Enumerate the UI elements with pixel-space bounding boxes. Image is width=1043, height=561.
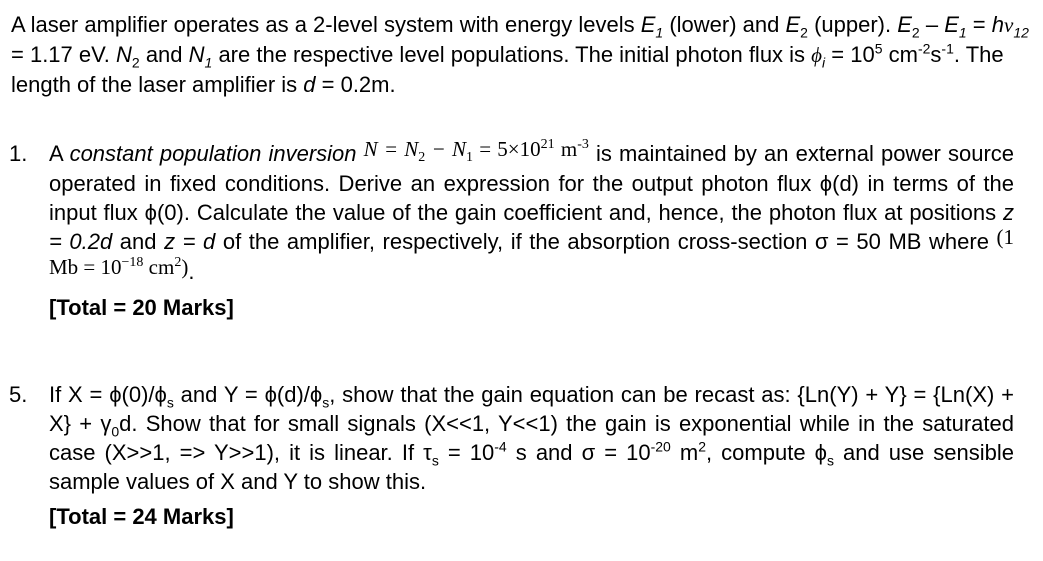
exponent: -20 xyxy=(650,438,671,455)
e2-subscript: 2 xyxy=(800,24,808,41)
intro-text: A laser amplifier operates as a 2-level system with energy levels xyxy=(11,12,641,37)
subscript: s xyxy=(166,394,174,411)
emphasis-text: constant population inversion xyxy=(69,141,357,166)
question-text: d. Show that for small signals (X<<1, Y<<1) the gain is exponential while in the saturated case (X>>1, => Y>>1), it is linear. If τ xyxy=(49,411,1014,465)
intro-text: s xyxy=(930,42,942,67)
e2-symbol: E xyxy=(785,12,801,37)
formula-rhs: = 5×10 xyxy=(472,137,541,161)
e2-symbol: E xyxy=(897,12,912,37)
question-text: s and σ = 10 xyxy=(506,440,651,465)
question-5 xyxy=(9,380,1019,531)
phi-symbol: ϕ xyxy=(811,43,823,67)
intro-text: – xyxy=(919,12,945,37)
position-z2: z = d xyxy=(164,229,216,254)
intro-text: = 0.2m. xyxy=(315,72,396,97)
planck-symbol: h xyxy=(991,12,1004,37)
question-text: , compute ϕ xyxy=(706,440,827,465)
nu-symbol: ν xyxy=(1004,13,1014,37)
question-text: of the amplifier, respectively, if the absorption cross-section σ = 50 MB where xyxy=(215,229,997,254)
formula-subscript: 2 xyxy=(418,150,426,166)
question-text: If X = ϕ(0)/ϕ xyxy=(49,382,167,407)
intro-text: = 1.17 eV. xyxy=(11,42,117,67)
e1-symbol: E xyxy=(944,12,959,37)
question-text: = 10 xyxy=(438,440,495,465)
exponent: 5 xyxy=(874,40,883,57)
formula-exponent: -3 xyxy=(577,137,589,152)
mb-text: (1 Mb = 10 xyxy=(49,225,1015,279)
question-body xyxy=(49,380,1014,496)
mb-unit: cm xyxy=(143,255,175,279)
intro-text: . The length of the laser amplifier is xyxy=(11,42,1004,97)
exponent: -2 xyxy=(917,40,931,57)
question-number: 1. xyxy=(9,141,28,166)
e1-subscript: 1 xyxy=(655,24,664,41)
question-text: m xyxy=(670,440,699,465)
n2-subscript: 2 xyxy=(131,54,140,71)
e1-subscript: 1 xyxy=(958,24,967,41)
formula-mid: − N xyxy=(425,137,466,161)
total-marks: [Total = 20 Marks] xyxy=(49,295,234,320)
exponent: 2 xyxy=(698,438,707,455)
mb-close: ) xyxy=(181,255,189,279)
intro-text: = xyxy=(966,12,992,37)
question-text: , show that the gain equation can be recast as: {Ln(Y) + Y} = {Ln(X) + X} + γ xyxy=(49,382,1014,436)
subscript: s xyxy=(431,452,439,469)
question-text: and use sensible sample values of X and Y to show this. xyxy=(49,440,1015,494)
inversion-formula xyxy=(363,137,589,166)
e1-symbol: E xyxy=(640,12,656,37)
formula-lhs: N = N xyxy=(363,137,419,161)
formula-unit: m xyxy=(554,137,578,161)
length-symbol: d xyxy=(303,72,316,97)
question-text: A xyxy=(49,141,70,166)
intro-text: (upper). xyxy=(807,12,898,37)
phi-subscript: i xyxy=(822,54,826,71)
position-z1: z = 0.2d xyxy=(49,200,1014,254)
mb-exponent: 2 xyxy=(174,255,182,270)
subscript: 0 xyxy=(111,423,120,440)
question-text: and xyxy=(112,229,165,254)
e2-subscript: 2 xyxy=(911,24,920,41)
question-number: 5. xyxy=(9,382,28,407)
nu-subscript: 12 xyxy=(1013,24,1029,41)
subscript: s xyxy=(322,394,330,411)
problem-intro xyxy=(11,10,1031,99)
formula-subscript: 1 xyxy=(465,150,473,166)
intro-text: = 10 xyxy=(825,42,875,67)
exponent: -1 xyxy=(941,40,954,57)
question-1 xyxy=(9,139,1019,322)
intro-text: cm xyxy=(882,42,918,67)
n1-symbol: N xyxy=(188,42,205,67)
total-marks: [Total = 24 Marks] xyxy=(49,504,234,529)
question-text: and Y = ϕ(d)/ϕ xyxy=(173,382,323,407)
intro-text: are the respective level populations. The initial photon flux is xyxy=(212,42,812,67)
question-text: . xyxy=(188,259,195,284)
formula-exponent: 21 xyxy=(540,137,555,152)
question-text: is maintained by an external power source operated in fixed conditions. Derive an expression for the output photon flux ϕ(d) in terms of the input flux ϕ(0). Calculate the value of the gain coefficient and, hence, the photon flux at positions xyxy=(49,141,1015,225)
exponent: -4 xyxy=(494,438,507,455)
n2-symbol: N xyxy=(116,42,132,67)
n1-subscript: 1 xyxy=(204,54,213,71)
mb-exponent: −18 xyxy=(121,255,144,270)
question-body xyxy=(49,139,1014,287)
intro-text: and xyxy=(139,42,189,67)
intro-text: (lower) and xyxy=(663,12,786,37)
subscript: s xyxy=(826,452,834,469)
